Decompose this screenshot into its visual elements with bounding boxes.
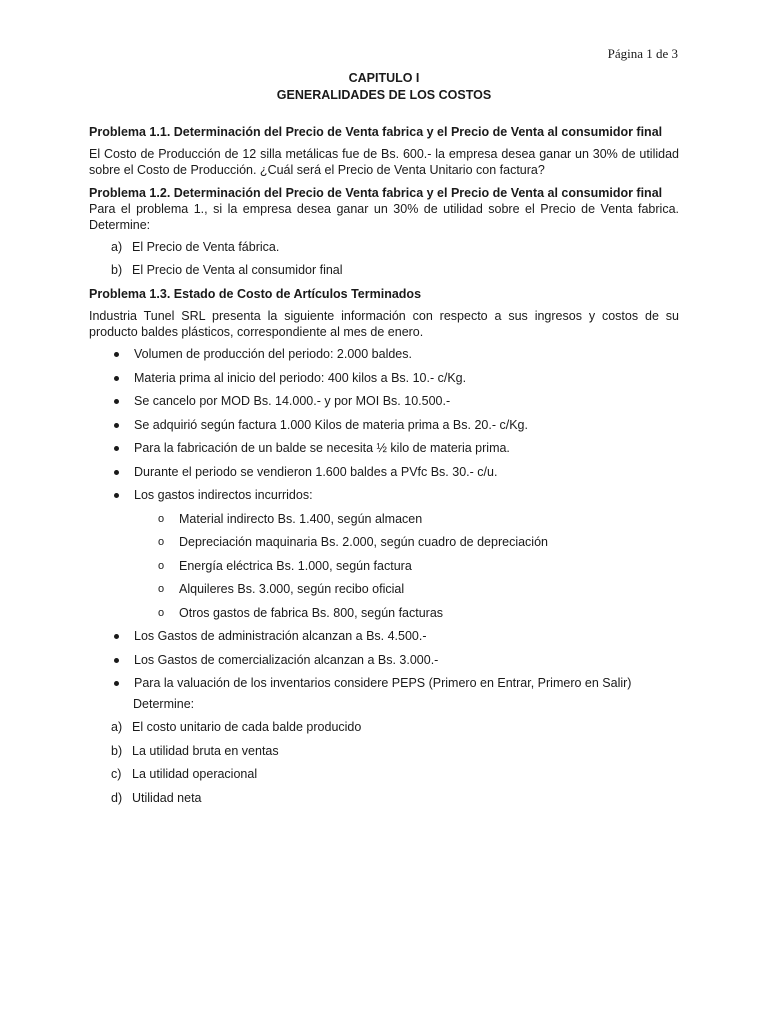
bullet-icon <box>114 446 119 451</box>
data-bullet <box>89 464 679 480</box>
bullet-icon <box>114 470 119 475</box>
data-bullet-text: Se cancelo por MOD Bs. 14.000.- y por MOI Bs. 10.500.- <box>134 394 451 408</box>
hollow-bullet-icon: o <box>158 536 165 548</box>
indirect-cost-item-text: Alquileres Bs. 3.000, según recibo oficial <box>179 582 405 596</box>
problem-1-1-text: El Costo de Producción de 12 silla metálicas fue de Bs. 600.- la empresa desea ganar un 30% de utilidad sobre el Costo de Producción. ¿Cuál será el Precio de Venta Unitario con factura? <box>89 147 679 177</box>
chapter-title: CAPITULO I <box>348 71 420 85</box>
bullet-icon <box>114 399 119 404</box>
indirect-cost-item-text: Material indirecto Bs. 1.400, según almacen <box>179 511 423 526</box>
problem-1-2-text: Para el problema 1., si la empresa desea ganar un 30% de utilidad sobre el Precio de Venta fabrica. Determine: <box>89 202 679 232</box>
data-bullet <box>89 652 679 668</box>
problem-1-3-questions <box>89 719 679 806</box>
document-content <box>89 70 679 806</box>
problem-1-2-item-text: El Precio de Venta al consumidor final <box>132 263 343 277</box>
data-bullet-text: Volumen de producción del periodo: 2.000 baldes. <box>134 347 412 361</box>
data-bullet-text: Para la valuación de los inventarios considere PEPS (Primero en Entrar, Primero en Salir) <box>134 676 632 690</box>
question-item <box>89 790 679 806</box>
problem-1-1-heading: Problema 1.1. Determinación del Precio de Venta fabrica y el Precio de Venta al consumidor final <box>89 125 663 139</box>
indirect-cost-item-text: Otros gastos de fabrica Bs. 800, según facturas <box>179 605 444 620</box>
page-number: Página 1 de 3 <box>607 46 678 61</box>
question-item-marker: a) <box>111 720 123 734</box>
problem-1-2-item-marker: b) <box>111 263 123 277</box>
problem-1-2-list <box>89 239 679 278</box>
bullet-icon <box>114 376 119 381</box>
question-item-text: Utilidad neta <box>132 790 202 805</box>
data-bullet <box>89 487 679 503</box>
question-item <box>89 719 679 735</box>
data-bullet-text: Se adquirió según factura 1.000 Kilos de materia prima a Bs. 20.- c/Kg. <box>134 417 528 432</box>
problem-1-2-item-marker: a) <box>111 240 123 254</box>
indirect-cost-item-text: Energía eléctrica Bs. 1.000, según factura <box>179 558 412 573</box>
chapter-subtitle: GENERALIDADES DE LOS COSTOS <box>276 88 492 102</box>
chapter-heading <box>89 70 679 104</box>
determine-label: Determine: <box>133 697 195 711</box>
data-bullet <box>89 628 679 644</box>
data-bullet <box>89 440 679 456</box>
bullet-icon <box>114 352 119 357</box>
hollow-bullet-icon: o <box>158 512 165 525</box>
problem-1-3-heading: Problema 1.3. Estado de Costo de Artículos Terminados <box>89 287 422 301</box>
hollow-bullet-icon: o <box>158 559 165 572</box>
indirect-cost-item <box>89 558 679 574</box>
problem-1-2-heading: Problema 1.2. Determinación del Precio de Venta fabrica y el Precio de Venta al consumidor final <box>89 186 663 200</box>
problem-1-2-item-text: El Precio de Venta fábrica. <box>132 240 280 254</box>
data-bullet <box>89 675 679 691</box>
problem-1-2-item <box>89 262 679 278</box>
data-bullet <box>89 346 679 362</box>
problem-1-2-item <box>89 239 679 255</box>
question-item-text: El costo unitario de cada balde producido <box>132 720 362 734</box>
question-item-text: La utilidad operacional <box>132 767 258 781</box>
question-item-text: La utilidad bruta en ventas <box>132 743 279 758</box>
bullet-icon <box>114 634 119 639</box>
data-bullet-text: Los gastos indirectos incurridos: <box>134 488 313 502</box>
indirect-costs-list <box>89 511 679 621</box>
data-bullet <box>89 370 679 386</box>
data-bullet <box>89 417 679 433</box>
indirect-cost-item <box>89 605 679 621</box>
question-item-marker: d) <box>111 790 123 805</box>
data-bullet-text: Los Gastos de comercialización alcanzan a Bs. 3.000.- <box>134 652 439 667</box>
bullet-icon <box>114 423 119 428</box>
hollow-bullet-icon: o <box>158 606 165 619</box>
data-bullet <box>89 393 679 409</box>
question-item-marker: c) <box>111 767 122 781</box>
hollow-bullet-icon: o <box>158 583 165 595</box>
bullet-icon <box>114 493 119 498</box>
data-bullet-text: Materia prima al inicio del periodo: 400 kilos a Bs. 10.- c/Kg. <box>134 370 467 385</box>
data-bullet-text: Los Gastos de administración alcanzan a Bs. 4.500.- <box>134 629 427 643</box>
question-item-marker: b) <box>111 743 123 758</box>
problem-1-3-bullets-more <box>89 628 679 691</box>
bullet-icon <box>114 658 119 663</box>
bullet-icon <box>114 681 119 686</box>
indirect-cost-item <box>89 581 679 597</box>
problem-1-3-text: Industria Tunel SRL presenta la siguiente información con respecto a sus ingresos y costos de su producto baldes plásticos, correspondiente al mes de enero. <box>89 309 679 339</box>
indirect-cost-item <box>89 511 679 527</box>
question-item <box>89 743 679 759</box>
problem-1-3-bullets <box>89 346 679 503</box>
data-bullet-text: Para la fabricación de un balde se necesita ½ kilo de materia prima. <box>134 441 510 455</box>
indirect-cost-item <box>89 534 679 550</box>
question-item <box>89 766 679 782</box>
data-bullet-text: Durante el periodo se vendieron 1.600 baldes a PVfc Bs. 30.- c/u. <box>134 464 498 479</box>
indirect-cost-item-text: Depreciación maquinaria Bs. 2.000, según cuadro de depreciación <box>179 535 548 549</box>
